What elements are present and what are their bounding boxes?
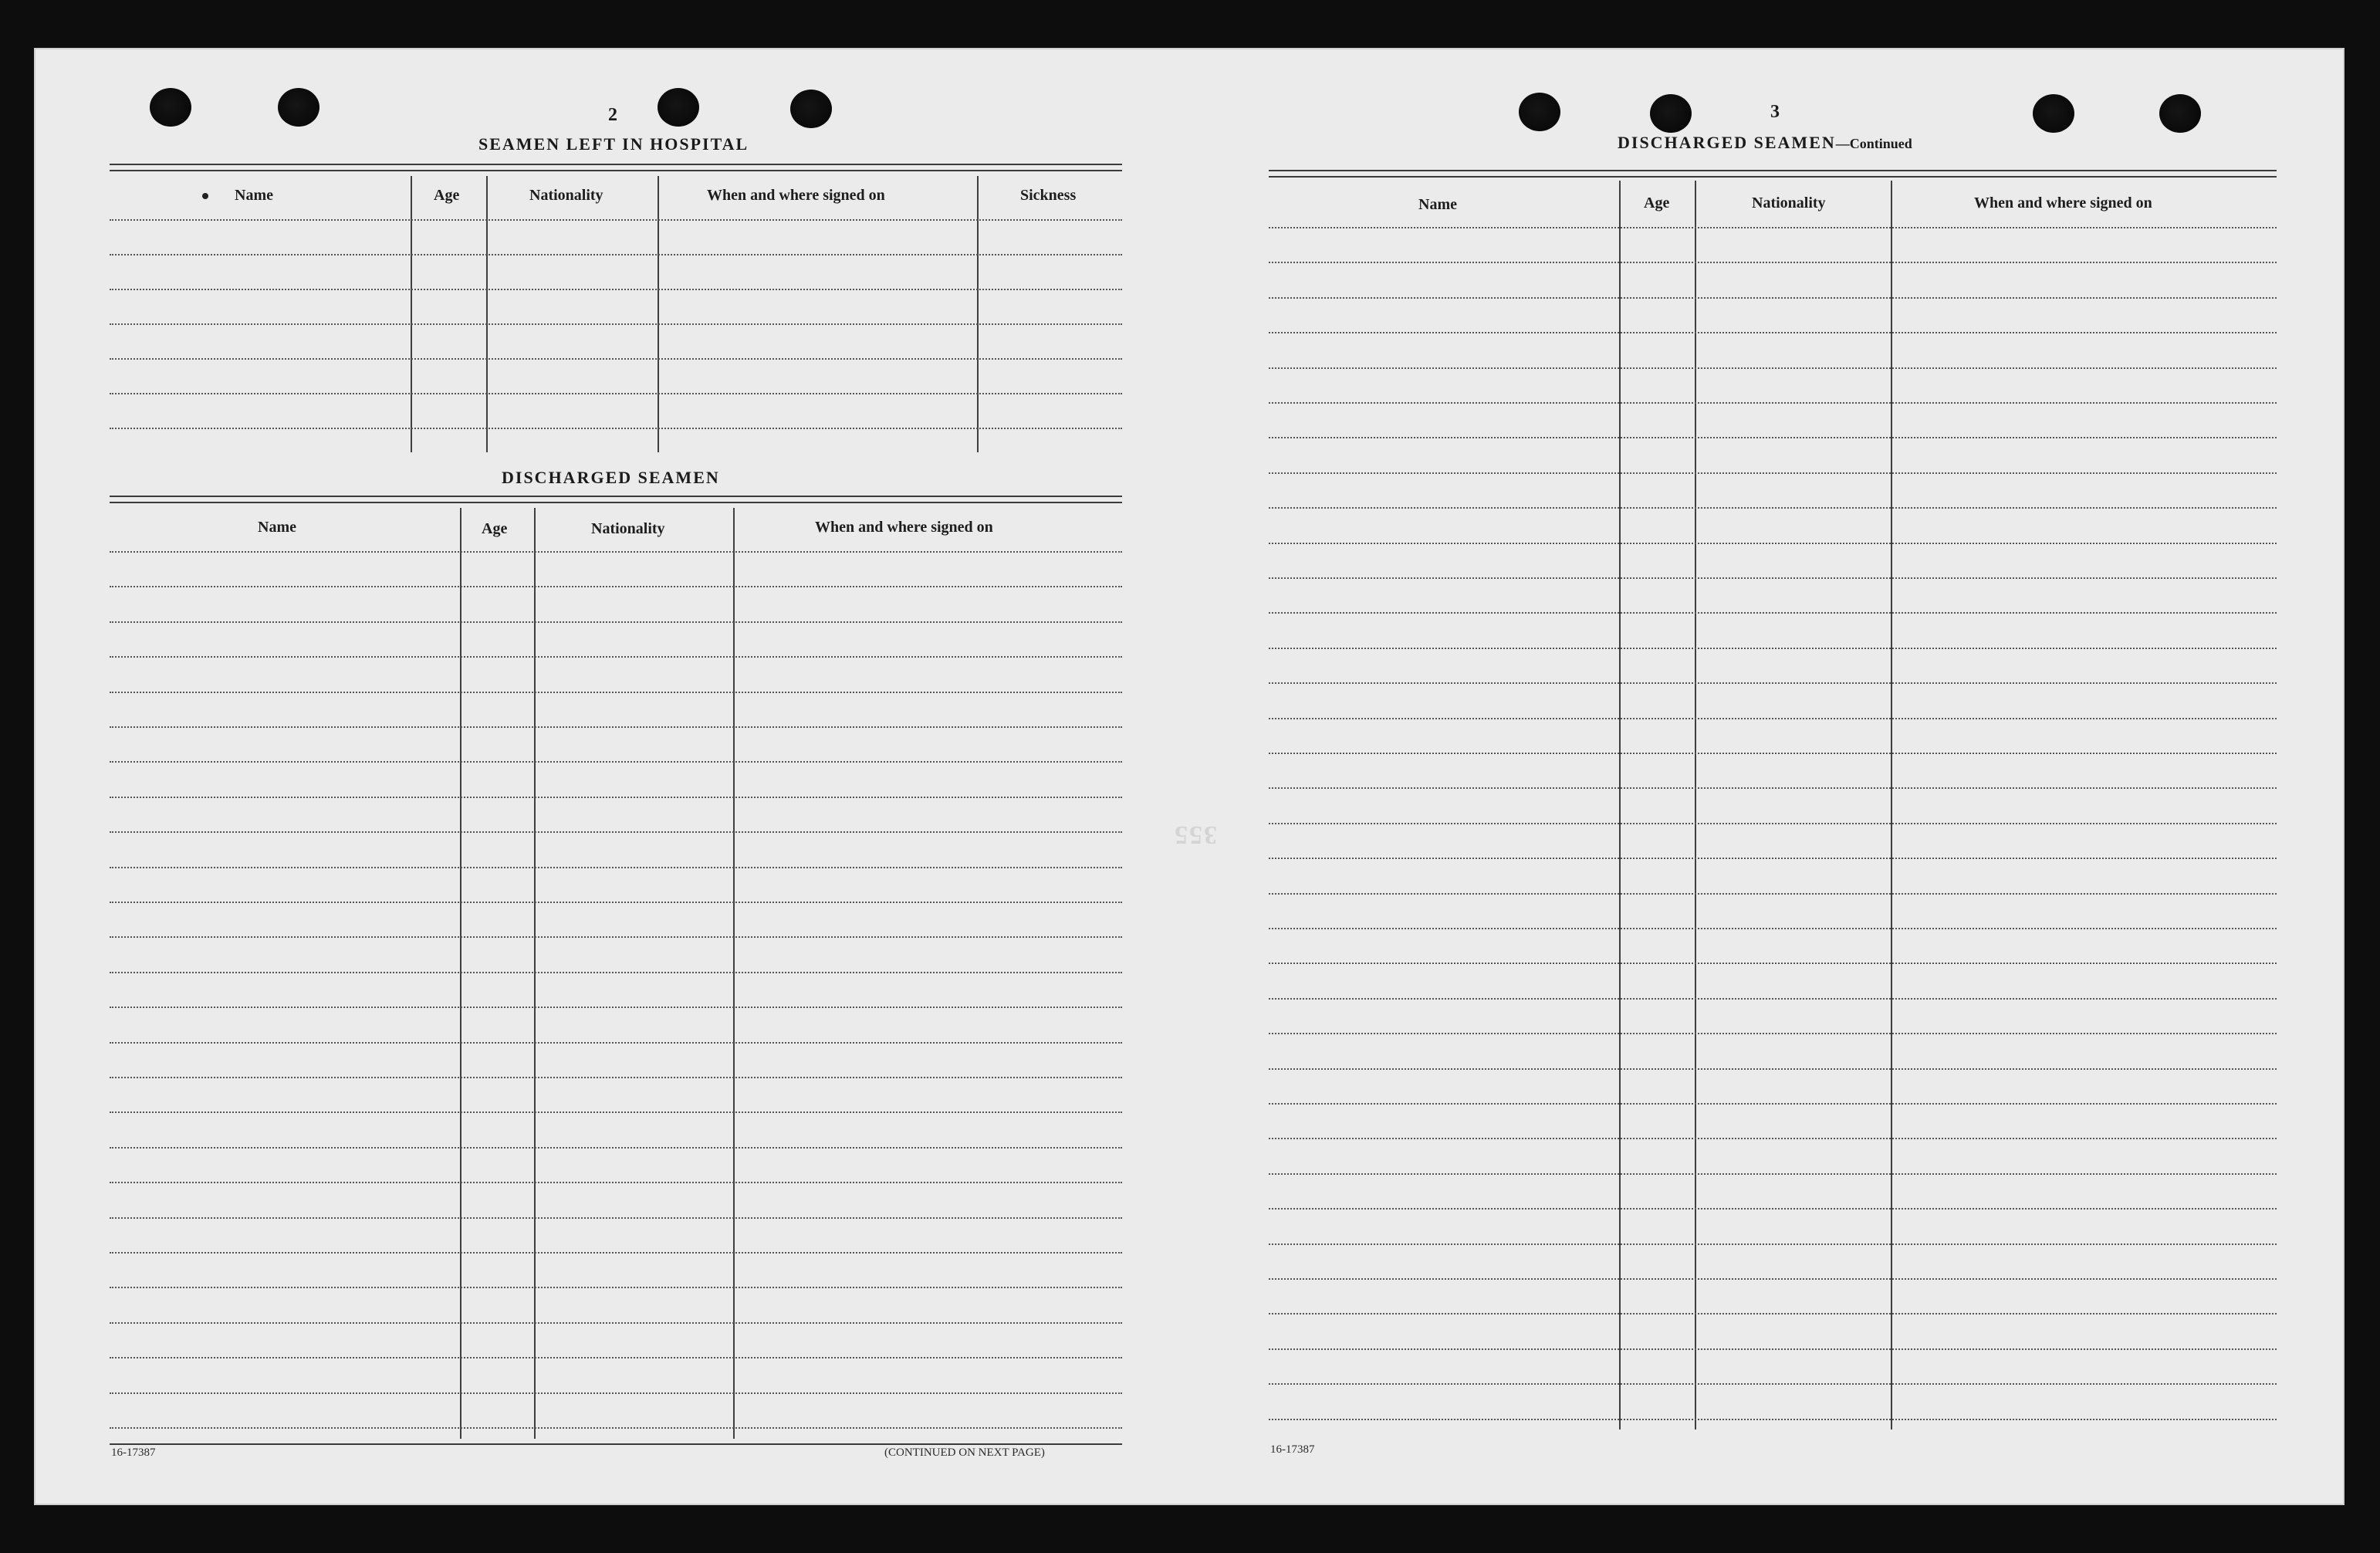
punch-hole <box>278 88 319 127</box>
table-row <box>1269 753 2277 754</box>
table-row <box>110 1287 1122 1288</box>
col-header-signed-on: When and where signed on <box>707 187 885 204</box>
double-rule <box>110 164 1122 171</box>
discharged-continued-title <box>1618 133 1912 153</box>
table-row <box>1269 1419 2277 1420</box>
form-code: 16-17387 <box>1270 1443 1315 1456</box>
table-row <box>1269 1348 2277 1350</box>
table-row <box>1269 963 2277 964</box>
table-row <box>1269 648 2277 649</box>
table-row <box>1269 787 2277 789</box>
table-row <box>110 1182 1122 1183</box>
col-header-age: Age <box>1644 195 1670 211</box>
col-header-signed-on: When and where signed on <box>815 519 993 536</box>
table-row <box>110 726 1122 728</box>
col-header-nationality: Nationality <box>591 520 665 537</box>
col-header-age: Age <box>482 520 508 537</box>
table-row <box>1269 577 2277 579</box>
table-row <box>110 1252 1122 1254</box>
table-row <box>1269 1278 2277 1280</box>
table-row <box>1269 227 2277 228</box>
table-row <box>110 1322 1122 1324</box>
table-row <box>1269 998 2277 1000</box>
double-rule <box>1269 170 2277 178</box>
column-divider <box>733 508 735 1439</box>
table-row <box>1269 262 2277 263</box>
page-number: 2 <box>608 105 618 125</box>
column-divider <box>534 508 536 1439</box>
table-row <box>110 219 1122 221</box>
table-row <box>110 393 1122 394</box>
table-row <box>110 428 1122 429</box>
punch-hole <box>150 88 191 127</box>
table-row <box>110 692 1122 693</box>
discharged-section-title: DISCHARGED SEAMEN <box>502 468 720 487</box>
table-row <box>1269 367 2277 369</box>
table-row <box>1269 858 2277 859</box>
bottom-rule <box>110 1443 1122 1445</box>
table-row <box>1269 1068 2277 1070</box>
column-divider <box>977 176 979 452</box>
col-header-signed-on: When and where signed on <box>1974 195 2152 211</box>
col-header-name: Name <box>235 187 273 204</box>
double-rule <box>110 496 1122 503</box>
table-row <box>110 1147 1122 1149</box>
hospital-section-title: SEAMEN LEFT IN HOSPITAL <box>478 134 749 154</box>
table-row <box>110 936 1122 938</box>
column-divider <box>460 508 461 1439</box>
table-row <box>1269 1173 2277 1175</box>
punch-hole <box>790 90 832 128</box>
table-row <box>110 656 1122 658</box>
form-sheet <box>34 48 2345 1505</box>
column-divider <box>486 176 488 452</box>
table-row <box>110 902 1122 903</box>
table-row <box>1269 332 2277 333</box>
col-header-age: Age <box>434 187 460 204</box>
table-row <box>110 972 1122 973</box>
title-main: DISCHARGED SEAMEN <box>1618 133 1836 152</box>
column-divider <box>658 176 659 452</box>
col-header-name: Name <box>1418 196 1457 213</box>
table-row <box>1269 297 2277 299</box>
table-row <box>1269 1313 2277 1314</box>
table-row <box>110 621 1122 623</box>
table-row <box>1269 437 2277 438</box>
title-suffix: —Continued <box>1835 136 1912 151</box>
table-row <box>110 1217 1122 1219</box>
table-row <box>1269 1383 2277 1385</box>
table-row <box>1269 507 2277 509</box>
table-row <box>110 1111 1122 1113</box>
table-row <box>110 254 1122 255</box>
table-row <box>1269 543 2277 544</box>
table-row <box>1269 472 2277 474</box>
table-row <box>110 867 1122 868</box>
table-row <box>110 761 1122 763</box>
punch-hole <box>2033 94 2074 133</box>
table-row <box>110 289 1122 290</box>
punch-hole <box>658 88 699 127</box>
col-header-nationality: Nationality <box>529 187 603 204</box>
table-row <box>110 323 1122 325</box>
table-row <box>1269 402 2277 404</box>
table-row <box>1269 1033 2277 1034</box>
table-row <box>1269 1138 2277 1139</box>
table-row <box>110 586 1122 587</box>
bullet-dot <box>202 193 208 199</box>
column-divider <box>411 176 412 452</box>
punch-hole <box>1650 94 1692 133</box>
center-stamp: 355 <box>1173 820 1217 849</box>
table-row <box>110 1427 1122 1429</box>
table-row <box>1269 1103 2277 1105</box>
col-header-nationality: Nationality <box>1752 195 1826 211</box>
table-row <box>110 551 1122 553</box>
table-row <box>1269 718 2277 719</box>
punch-hole <box>2159 94 2201 133</box>
punch-hole <box>1519 93 1560 131</box>
table-row <box>110 797 1122 798</box>
table-row <box>110 1042 1122 1044</box>
table-row <box>1269 893 2277 895</box>
table-row <box>1269 612 2277 614</box>
table-row <box>1269 823 2277 824</box>
table-row <box>1269 1208 2277 1210</box>
col-header-sickness: Sickness <box>1020 187 1077 204</box>
page-number: 3 <box>1770 102 1780 122</box>
table-row <box>110 1077 1122 1078</box>
table-row <box>1269 1243 2277 1245</box>
table-row <box>1269 928 2277 929</box>
table-row <box>110 358 1122 360</box>
table-row <box>110 1392 1122 1394</box>
form-code: 16-17387 <box>111 1446 156 1459</box>
table-row <box>110 1357 1122 1358</box>
table-row <box>110 1007 1122 1008</box>
table-row <box>1269 682 2277 684</box>
col-header-name: Name <box>258 519 296 536</box>
table-row <box>110 831 1122 833</box>
continued-note: (CONTINUED ON NEXT PAGE) <box>884 1446 1045 1459</box>
